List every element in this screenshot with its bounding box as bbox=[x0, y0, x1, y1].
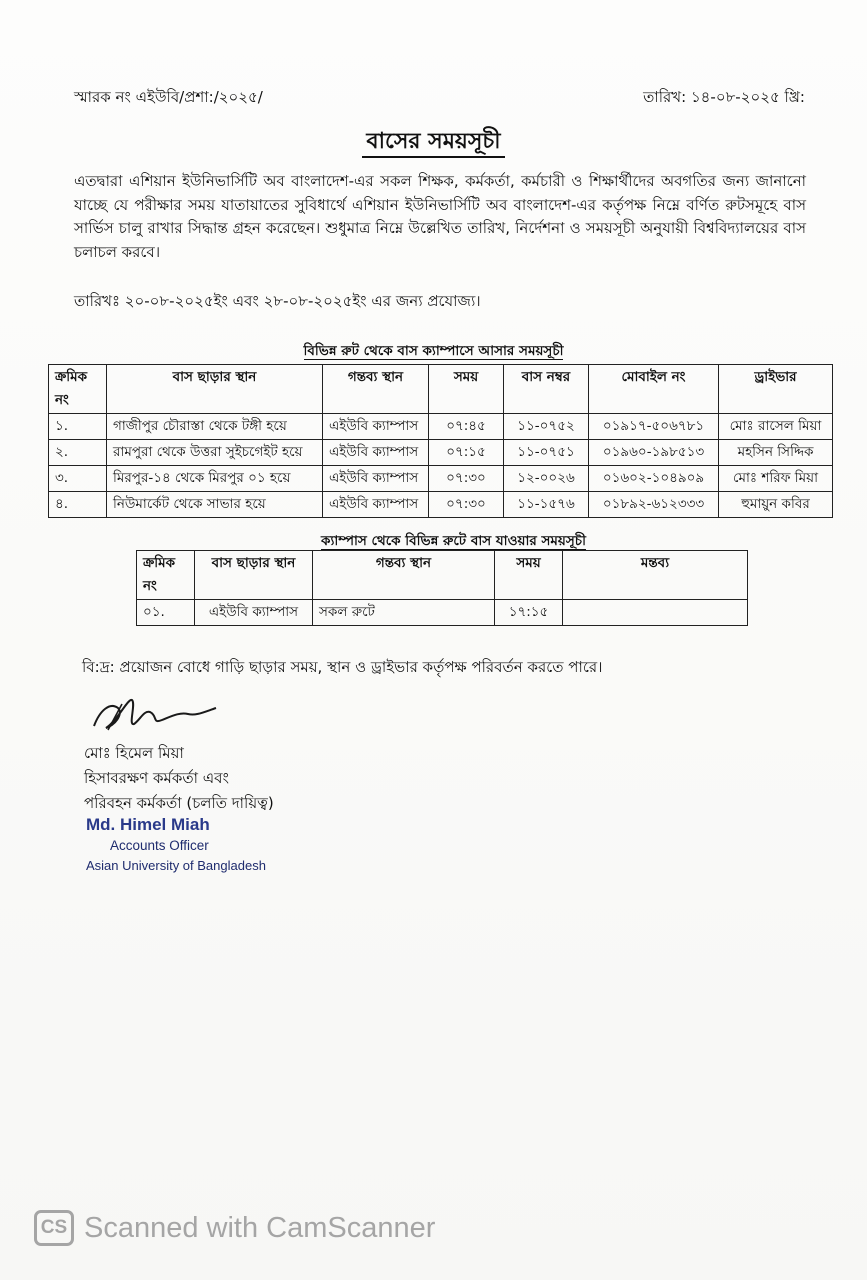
cell-time: ০৭:৩০ bbox=[429, 466, 504, 492]
cell-time: ০৭:৪৫ bbox=[429, 414, 504, 440]
stamp-role: Accounts Officer bbox=[110, 838, 209, 853]
cell-serial: ০১. bbox=[137, 600, 195, 626]
header-departure: বাস ছাড়ার স্থান bbox=[195, 551, 313, 600]
signatory-name: মোঃ হিমেল মিয়া bbox=[84, 744, 184, 762]
cell-departure: এইউবি ক্যাম্পাস bbox=[195, 600, 313, 626]
watermark-text: Scanned with CamScanner bbox=[84, 1211, 436, 1244]
cell-departure: রামপুরা থেকে উত্তরা সুইচগেইট হয়ে bbox=[107, 440, 323, 466]
cell-destination: এইউবি ক্যাম্পাস bbox=[323, 440, 429, 466]
header-remarks: মন্তব্য bbox=[563, 551, 748, 600]
table-header-row bbox=[49, 365, 833, 414]
table-row bbox=[49, 440, 833, 466]
cell-mobile: ০১৯১৭-৫০৬৭৮১ bbox=[589, 414, 719, 440]
cell-remarks bbox=[563, 600, 748, 626]
camscanner-watermark bbox=[34, 1210, 435, 1246]
signatory-role-1: হিসাবরক্ষণ কর্মকর্তা এবং bbox=[84, 769, 229, 787]
header-driver: ড্রাইভার bbox=[719, 365, 833, 414]
cell-time: ০৭:১৫ bbox=[429, 440, 504, 466]
header-bus-number: বাস নম্বর bbox=[504, 365, 589, 414]
cell-serial: ৩. bbox=[49, 466, 107, 492]
table-header-row bbox=[137, 551, 748, 600]
table-row bbox=[49, 414, 833, 440]
cell-driver: মোঃ রাসেল মিয়া bbox=[719, 414, 833, 440]
cell-destination: এইউবি ক্যাম্পাস bbox=[323, 414, 429, 440]
table-row bbox=[49, 492, 833, 518]
table2-caption-text: ক্যাম্পাস থেকে বিভিন্ন রুটে বাস যাওয়ার সময়সূচী bbox=[321, 533, 586, 549]
header-serial: ক্রমিক নং bbox=[49, 365, 107, 414]
issue-date: তারিখ: ১৪-০৮-২০২৫ খ্রি: bbox=[643, 88, 805, 106]
header-serial: ক্রমিক নং bbox=[137, 551, 195, 600]
cell-driver: হুমায়ুন কবির bbox=[719, 492, 833, 518]
table1-caption bbox=[0, 340, 867, 363]
cell-time: ১৭:১৫ bbox=[495, 600, 563, 626]
cell-destination: এইউবি ক্যাম্পাস bbox=[323, 466, 429, 492]
cell-departure: মিরপুর-১৪ থেকে মিরপুর ০১ হয়ে bbox=[107, 466, 323, 492]
signatory-role-2: পরিবহন কর্মকর্তা (চলতি দায়িত্ব) bbox=[84, 794, 274, 812]
document-title-text: বাসের সময়সূচী bbox=[362, 129, 504, 158]
cell-mobile: ০১৯৬০-১৯৮৫১৩ bbox=[589, 440, 719, 466]
header-time: সময় bbox=[429, 365, 504, 414]
cell-destination: সকল রুটে bbox=[313, 600, 495, 626]
cell-departure: গাজীপুর চৌরাস্তা থেকে টঙ্গী হয়ে bbox=[107, 414, 323, 440]
stamp-name: Md. Himel Miah bbox=[86, 815, 210, 834]
table-row bbox=[49, 466, 833, 492]
cell-destination: এইউবি ক্যাম্পাস bbox=[323, 492, 429, 518]
cell-driver: মোঃ শরিফ মিয়া bbox=[719, 466, 833, 492]
header-time: সময় bbox=[495, 551, 563, 600]
memo-number: স্মারক নং এইউবি/প্রশা:/২০২৫/ bbox=[74, 88, 263, 106]
header-departure: বাস ছাড়ার স্থান bbox=[107, 365, 323, 414]
header-destination: গন্তব্য স্থান bbox=[323, 365, 429, 414]
cell-departure: নিউমার্কেট থেকে সাভার হয়ে bbox=[107, 492, 323, 518]
document-title bbox=[0, 124, 867, 161]
footnote: বি:দ্র: প্রয়োজন বোধে গাড়ি ছাড়ার সময়, স্থান ও ড্রাইভার কর্তৃপক্ষ পরিবর্তন করতে পারে। bbox=[82, 658, 603, 676]
cell-mobile: ০১৮৯২-৬১২৩৩৩ bbox=[589, 492, 719, 518]
header-destination: গন্তব্য স্থান bbox=[313, 551, 495, 600]
cell-serial: ২. bbox=[49, 440, 107, 466]
camscanner-logo-icon: CS bbox=[34, 1210, 74, 1246]
stamp-org: Asian University of Bangladesh bbox=[86, 858, 266, 873]
cell-driver: মহসিন সিদ্দিক bbox=[719, 440, 833, 466]
table1-caption-text: বিভিন্ন রুট থেকে বাস ক্যাম্পাসে আসার সময়সূচী bbox=[303, 343, 564, 359]
cell-serial: ৪. bbox=[49, 492, 107, 518]
header-mobile: মোবাইল নং bbox=[589, 365, 719, 414]
handwritten-signature bbox=[88, 690, 228, 740]
inbound-schedule-table bbox=[48, 364, 833, 518]
cell-time: ০৭:৩০ bbox=[429, 492, 504, 518]
intro-paragraph: এতদ্বারা এশিয়ান ইউনিভার্সিটি অব বাংলাদেশ-এর সকল শিক্ষক, কর্মকর্তা, কর্মচারী ও শিক্ষার্থীদের অবগতির জন্য জানানো যাচ্ছে যে পরীক্ষার সময় যাতায়াতের সুবিধার্থে এশিয়ান ইউনিভার্সিটি অব বাংলাদেশ-এর কর্তৃপক্ষ নিম্নে বর্ণিত রুটসমূহে বাস সার্ভিস চালু রাখার সিদ্ধান্ত গ্রহন করেছেন। শুধুমাত্র নিম্নে উল্লেখিত তারিখ, নির্দেশনা ও সময়সূচী অনুযায়ী বিশ্ববিদ্যালয়ের বাস চলাচল করবে। bbox=[74, 172, 806, 261]
cell-bus-number: ১১-০৭৫২ bbox=[504, 414, 589, 440]
cell-serial: ১. bbox=[49, 414, 107, 440]
signatory-block bbox=[84, 741, 274, 816]
cell-bus-number: ১১-০৭৫১ bbox=[504, 440, 589, 466]
applicable-dates: তারিখঃ ২০-০৮-২০২৫ইং এবং ২৮-০৮-২০২৫ইং এর জন্য প্রযোজ্য। bbox=[74, 292, 481, 310]
outbound-schedule-table bbox=[136, 550, 748, 626]
cell-bus-number: ১১-১৫৭৬ bbox=[504, 492, 589, 518]
cell-bus-number: ১২-০০২৬ bbox=[504, 466, 589, 492]
cell-mobile: ০১৬০২-১০৪৯০৯ bbox=[589, 466, 719, 492]
table-row bbox=[137, 600, 748, 626]
